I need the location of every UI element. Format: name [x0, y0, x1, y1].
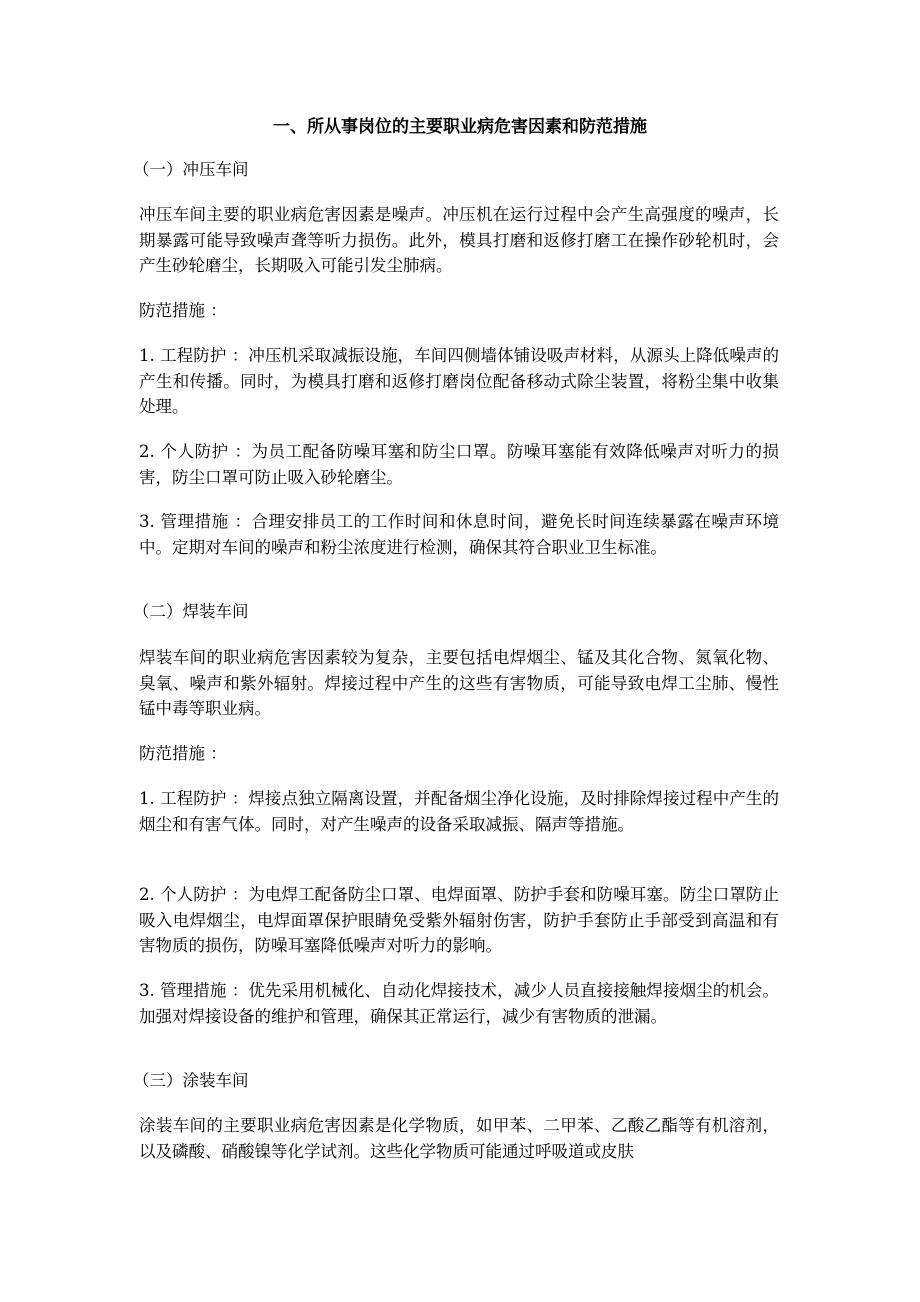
measures-label-stamping: 防范措施 ： — [139, 301, 227, 320]
measure-item-personal: 2. 个人防护 ：为员工配备防噪耳塞和防尘口罩。防噪耳塞能有效降低噪声对听力的损害，防尘口罩可防止吸入砂轮磨尘。 — [139, 442, 779, 487]
measure-item-management: 3. 管理措施 ：合理安排员工的工作时间和休息时间，避免长时间连续暴露在噪声环境中。定期对车间的噪声和粉尘浓度进行检测，确保其符合职业卫生标准。 — [139, 512, 779, 557]
section-intro-painting: 涂装车间的主要职业病危害因素是化学物质，如甲苯、二甲苯、乙酸乙酯等有机溶剂，以及磷酸、硝酸镍等化学试剂。这些化学物质可能通过呼吸道或皮肤 — [139, 1116, 779, 1161]
measures-label-welding: 防范措施 ： — [139, 744, 227, 763]
document-title: 一、所从事岗位的主要职业病危害因素和防范措施 — [273, 117, 647, 137]
section-heading-stamping: （一）冲压车间 — [133, 160, 249, 179]
section-intro-welding: 焊装车间的职业病危害因素较为复杂，主要包括电焊烟尘、锰及其化合物、氮氧化物、臭氧、噪声和紫外辐射。焊接过程中产生的这些有害物质，可能导致电焊工尘肺、慢性锰中毒等职业病。 — [139, 648, 779, 718]
measure-item-engineering: 1. 工程防护 ：焊接点独立隔离设置，并配备烟尘净化设施，及时排除焊接过程中产生的烟尘和有害气体。同时，对产生噪声的设备采取减振、隔声等措施。 — [139, 789, 779, 834]
measure-item-personal: 2. 个人防护 ：为电焊工配备防尘口罩、电焊面罩、防护手套和防噪耳塞。防尘口罩防止吸入电焊烟尘，电焊面罩保护眼睛免受紫外辐射伤害，防护手套防止手部受到高温和有害物质的损伤，防噪耳塞降低噪声对听力的影响。 — [139, 885, 779, 955]
measure-item-management: 3. 管理措施 ：优先采用机械化、自动化焊接技术，减少人员直接接触焊接烟尘的机会。加强对焊接设备的维护和管理，确保其正常运行，减少有害物质的泄漏。 — [139, 981, 779, 1026]
measure-item-engineering: 1. 工程防护 ：冲压机采取减振设施，车间四侧墙体铺设吸声材料，从源头上降低噪声的产生和传播。同时，为模具打磨和返修打磨岗位配备移动式除尘装置，将粉尘集中收集处理。 — [139, 346, 779, 416]
section-heading-welding: （二）焊装车间 — [133, 602, 249, 621]
section-intro-stamping: 冲压车间主要的职业病危害因素是噪声。冲压机在运行过程中会产生高强度的噪声，长期暴露可能导致噪声聋等听力损伤。此外，模具打磨和返修打磨工在操作砂轮机时，会产生砂轮磨尘，长期吸入可能引发尘肺病。 — [139, 205, 779, 275]
section-heading-painting: （三）涂装车间 — [133, 1071, 249, 1090]
